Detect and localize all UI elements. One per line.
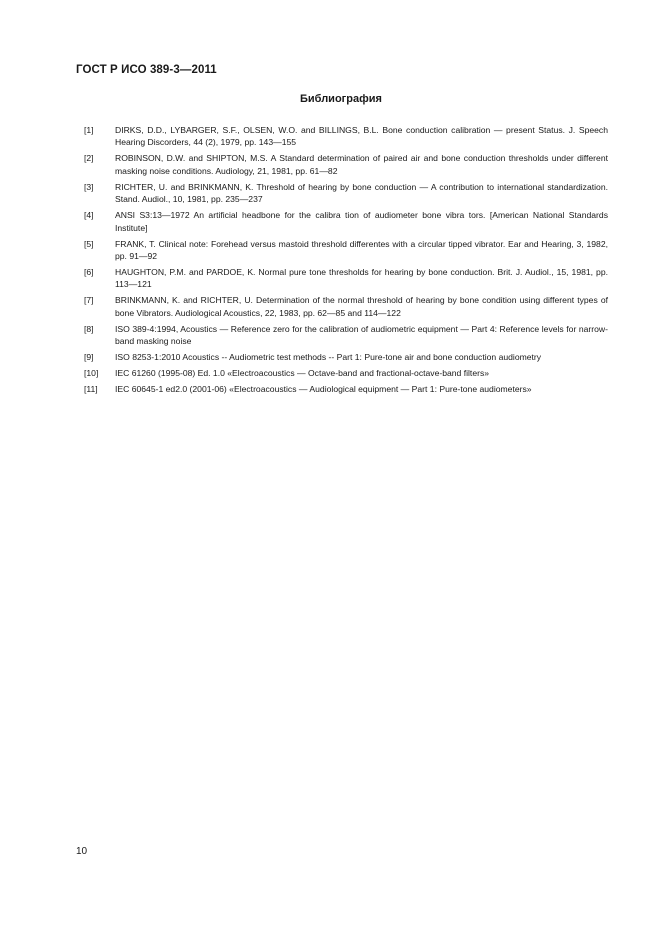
reference-item <box>84 383 608 395</box>
reference-number: [1] <box>84 125 94 135</box>
reference-number: [8] <box>84 323 94 334</box>
reference-item <box>84 294 608 319</box>
reference-text: RICHTER, U. and BRINKMANN, K. Threshold of hearing by bone conduction — A contribution to international standardization. Stand. Audiol., 10, 1981, pp. 235—237 <box>115 181 608 205</box>
reference-number: [4] <box>84 210 94 221</box>
reference-text: FRANK, T. Clinical note: Forehead versus mastoid threshold differentes with a circular tipped vibrator. Ear and Hearing, 3, 1982, pp. 91—92 <box>115 238 608 262</box>
reference-number: [6] <box>84 267 94 278</box>
document-header: ГОСТ Р ИСО 389-3—2011 <box>76 64 217 76</box>
reference-text: DIRKS, D.D., LYBARGER, S.F., OLSEN, W.O. and BILLINGS, B.L. Bone conduction calibration — present Status. J. Speech Hearing Discorders, 44 (2), 1979, pp. 143—155 <box>115 125 608 148</box>
reference-text: HAUGHTON, P.M. and PARDOE, K. Normal pure tone thresholds for hearing by bone conduction. Brit. J. Audiol., 15, 1981, pp. 113—121 <box>115 267 608 290</box>
reference-number: [2] <box>84 153 94 164</box>
reference-text: BRINKMANN, K. and RICHTER, U. Determination of the normal threshold of hearing by bone condition using different types of bone Vibrators. Audiological Acoustics, 22, 1983, pp. 62—85 and 114—122 <box>115 295 608 318</box>
bibliography-title: Библиография <box>300 93 382 105</box>
reference-number: [10] <box>84 368 99 379</box>
reference-item <box>84 323 608 348</box>
reference-text: ISO 389-4:1994, Acoustics — Reference zero for the calibration of audiometric equipment — Part 4: Reference levels for narrow-band masking noise <box>115 323 608 347</box>
reference-text: ANSI S3:13—1972 An artificial headbone for the calibra tion of audiometer bone vibra tors. [American National Standards Institute] <box>115 210 608 233</box>
page-number: 10 <box>76 846 88 857</box>
reference-number: [3] <box>84 181 94 192</box>
reference-item <box>84 367 608 379</box>
reference-item <box>84 266 608 291</box>
reference-item <box>84 209 608 234</box>
reference-text: IEC 61260 (1995-08) Ed. 1.0 «Electroacoustics — Octave-band and fractional-octave-band filters» <box>115 368 490 379</box>
reference-text: ISO 8253-1:2010 Acoustics -- Audiometric test methods -- Part 1: Pure-tone air and bone conduction audiometry <box>115 352 542 363</box>
reference-item <box>84 124 608 149</box>
reference-item <box>84 181 608 206</box>
reference-number: [7] <box>84 295 94 306</box>
reference-number: [11] <box>84 384 98 395</box>
reference-number: [9] <box>84 352 94 363</box>
reference-list <box>84 124 608 399</box>
reference-text: IEC 60645-1 ed2.0 (2001-06) «Electroacoustics — Audiological equipment — Part 1: Pure-tone audiometers» <box>115 384 532 395</box>
reference-item <box>84 152 608 177</box>
reference-item <box>84 238 608 263</box>
reference-number: [5] <box>84 238 94 249</box>
reference-item <box>84 351 608 363</box>
reference-text: ROBINSON, D.W. and SHIPTON, M.S. A Standard determination of paired air and bone conduction thresholds under different masking noise conditions. Audiology, 21, 1981, pp. 61—82 <box>115 153 608 176</box>
